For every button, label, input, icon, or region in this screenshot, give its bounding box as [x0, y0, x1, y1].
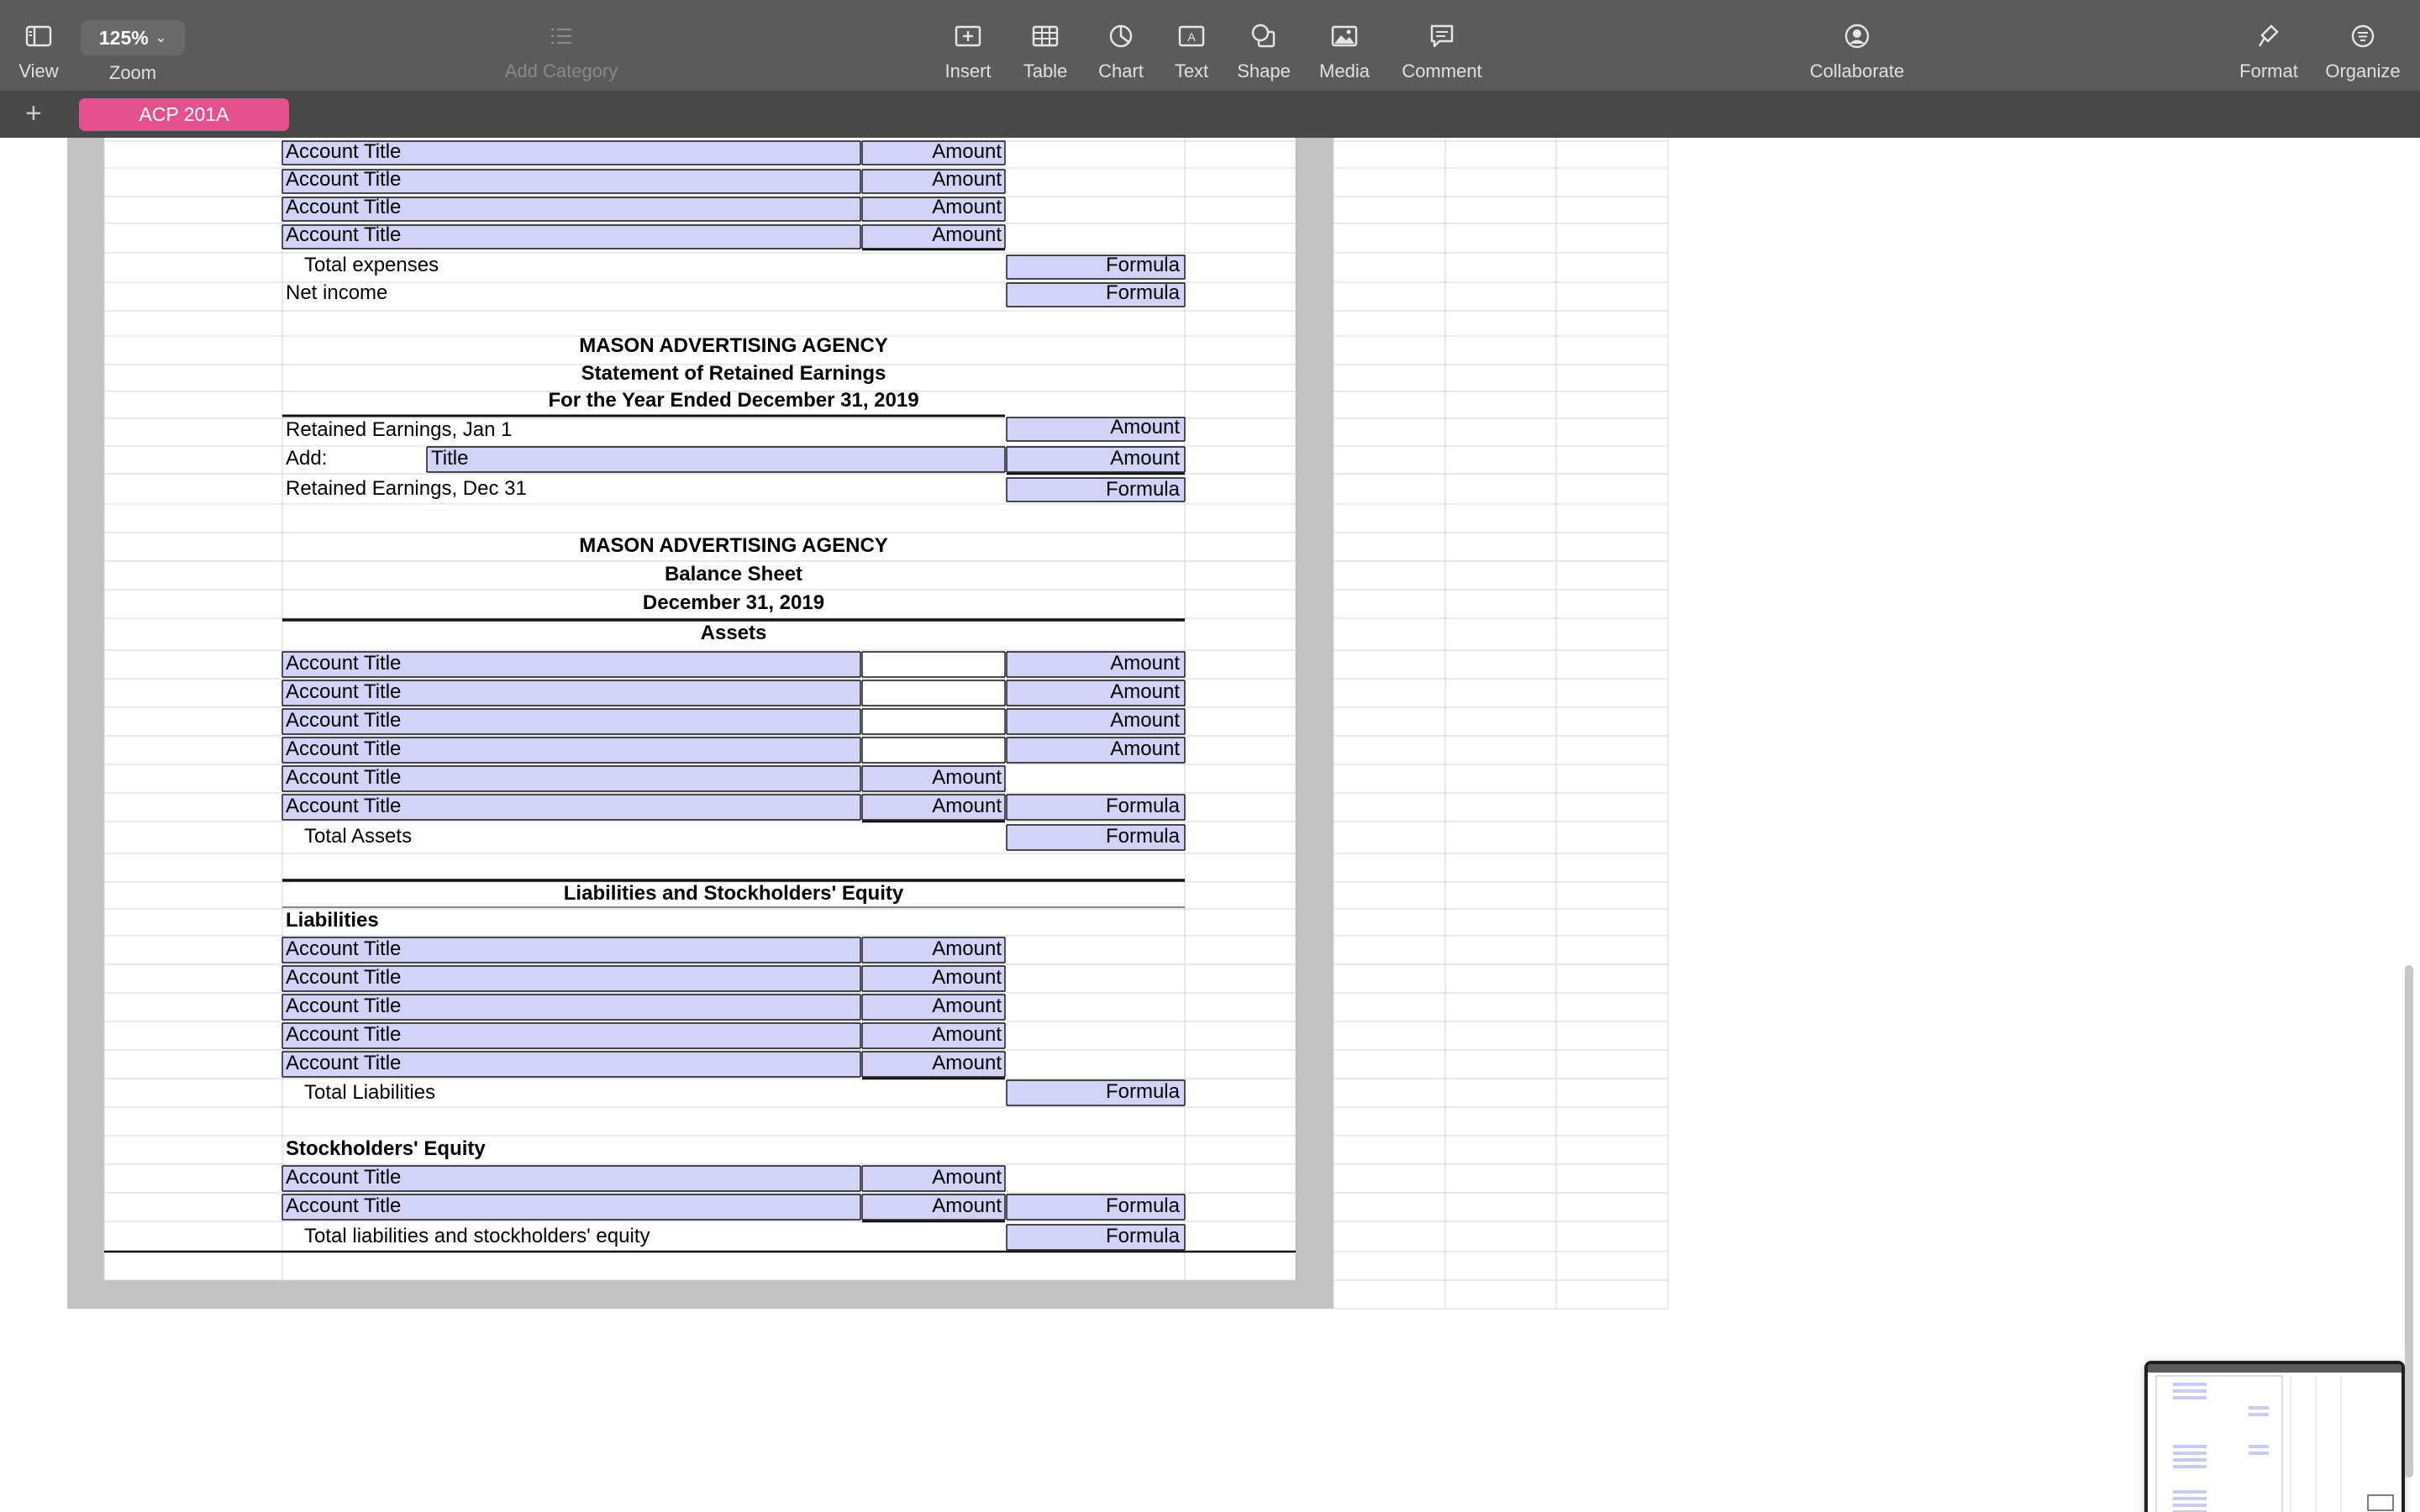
re-statement-title: Statement of Retained Earnings [581, 362, 886, 385]
equity-header: Stockholders' Equity [286, 1137, 486, 1160]
total-lse-value: Formula [1105, 1225, 1180, 1247]
view-button[interactable] [7, 0, 71, 91]
vertical-scrollbar[interactable] [2405, 965, 2413, 1478]
re-dec-label: Retained Earnings, Dec 31 [286, 477, 527, 500]
svg-text:A: A [1187, 30, 1196, 44]
chart-icon [1104, 22, 1138, 50]
text-icon [1175, 22, 1208, 50]
comment-icon [1425, 22, 1459, 50]
amount: Amount [1110, 709, 1180, 732]
liabilities-header: Liabilities [286, 909, 379, 932]
account-title: Account Title [286, 937, 402, 960]
text-button[interactable] [1160, 0, 1223, 91]
re-jan-value: Amount [1110, 416, 1180, 438]
total-liabilities-value: Formula [1105, 1080, 1180, 1103]
amount: Amount [932, 795, 1002, 817]
view-label: View [18, 60, 59, 81]
amount: Amount [932, 937, 1002, 960]
chevron-down-icon: ⌄ [155, 31, 167, 45]
table-button[interactable] [1013, 0, 1077, 91]
navigator-preview-icon [2148, 1364, 2402, 1512]
zoom-value: 125% [98, 26, 149, 49]
account-title: Account Title [286, 738, 402, 760]
amount: Amount [932, 168, 1002, 191]
insert-label: Insert [944, 60, 992, 81]
lse-header: Liabilities and Stockholders' Equity [563, 882, 904, 905]
re-dec-value: Formula [1105, 478, 1180, 501]
format-button[interactable] [2232, 0, 2306, 91]
amount: Amount [1110, 738, 1180, 760]
amount: Amount [932, 995, 1002, 1017]
net-income-label: Net income [286, 281, 388, 304]
zoom-dropdown[interactable] [81, 20, 185, 55]
re-company-title: MASON ADVERTISING AGENCY [579, 334, 888, 357]
account-title: Account Title [286, 680, 402, 703]
text-label: Text [1174, 60, 1209, 81]
amount: Amount [932, 766, 1002, 789]
media-label: Media [1319, 60, 1370, 81]
collaborate-icon [1840, 22, 1874, 50]
zoom-label: Zoom [108, 62, 157, 83]
amount: Amount [932, 1194, 1002, 1217]
organize-label: Organize [2325, 60, 2401, 81]
shape-button[interactable] [1232, 0, 1296, 91]
account-title: Account Title [286, 995, 402, 1017]
sidebar-icon [22, 22, 55, 50]
amount: Amount [932, 1023, 1002, 1046]
collaborate-label: Collaborate [1809, 60, 1905, 81]
total-lse-label: Total liabilities and stockholders' equity [304, 1225, 650, 1247]
total-expenses-value: Formula [1105, 254, 1180, 276]
total-liabilities-label: Total Liabilities [304, 1081, 436, 1104]
toolbar [0, 0, 2420, 92]
collaborate-button[interactable] [1798, 0, 1916, 91]
amount: Amount [932, 140, 1002, 163]
amount: Amount [932, 1166, 1002, 1189]
chart-label: Chart [1098, 60, 1144, 81]
account-title: Account Title [286, 196, 402, 218]
bs-statement-title: Balance Sheet [664, 563, 803, 585]
table-label: Table [1023, 60, 1068, 81]
table-icon [1028, 22, 1062, 50]
chart-button[interactable] [1089, 0, 1153, 91]
amount: Amount [932, 1052, 1002, 1074]
total-expenses-label: Total expenses [304, 254, 439, 276]
total-assets-label: Total Assets [304, 825, 413, 848]
account-title: Account Title [286, 709, 402, 732]
assets-header: Assets [700, 622, 767, 644]
account-title: Account Title [286, 140, 402, 163]
shape-label: Shape [1237, 60, 1291, 81]
add-sheet-button[interactable]: + [25, 97, 42, 129]
media-icon [1328, 22, 1361, 50]
comment-label: Comment [1402, 60, 1482, 81]
add-category-button[interactable] [494, 0, 629, 91]
re-jan-label: Retained Earnings, Jan 1 [286, 418, 513, 441]
amount: Amount [932, 196, 1002, 218]
net-income-value: Formula [1105, 281, 1180, 304]
account-title: Account Title [286, 966, 402, 989]
bs-company-title: MASON ADVERTISING AGENCY [579, 534, 888, 557]
re-add-title: Title [431, 447, 469, 470]
list-icon [544, 22, 578, 50]
account-title: Account Title [286, 1023, 402, 1046]
account-title: Account Title [286, 1166, 402, 1189]
insert-icon [951, 22, 985, 50]
account-title: Account Title [286, 795, 402, 817]
account-title: Account Title [286, 168, 402, 191]
shape-icon [1247, 22, 1281, 50]
bs-date: December 31, 2019 [642, 591, 825, 614]
sheet-tab-bar [0, 92, 2420, 139]
re-add-value: Amount [1110, 447, 1180, 470]
media-button[interactable] [1311, 0, 1378, 91]
organize-icon [2346, 22, 2380, 50]
account-title: Account Title [286, 223, 402, 246]
sheet-tab-acp-201a[interactable]: ACP 201A [79, 98, 289, 131]
total-assets-value: Formula [1105, 825, 1180, 848]
account-title: Account Title [286, 652, 402, 675]
organize-button[interactable] [2316, 0, 2410, 91]
account-title: Account Title [286, 766, 402, 789]
add-category-label: Add Category [504, 60, 618, 81]
format-icon [2252, 22, 2286, 50]
amount: Amount [932, 966, 1002, 989]
amount: Amount [1110, 652, 1180, 675]
formula: Formula [1105, 795, 1180, 817]
amount: Amount [932, 223, 1002, 246]
formula: Formula [1105, 1194, 1180, 1217]
format-label: Format [2239, 60, 2298, 81]
re-add-label: Add: [286, 447, 328, 470]
re-period: For the Year Ended December 31, 2019 [548, 389, 919, 412]
sheet-canvas[interactable] [0, 138, 2420, 1512]
insert-button[interactable] [938, 0, 998, 91]
navigator-thumbnail[interactable] [2144, 1361, 2405, 1512]
account-title: Account Title [286, 1052, 402, 1074]
amount: Amount [1110, 680, 1180, 703]
comment-button[interactable] [1395, 0, 1489, 91]
account-title: Account Title [286, 1194, 402, 1217]
